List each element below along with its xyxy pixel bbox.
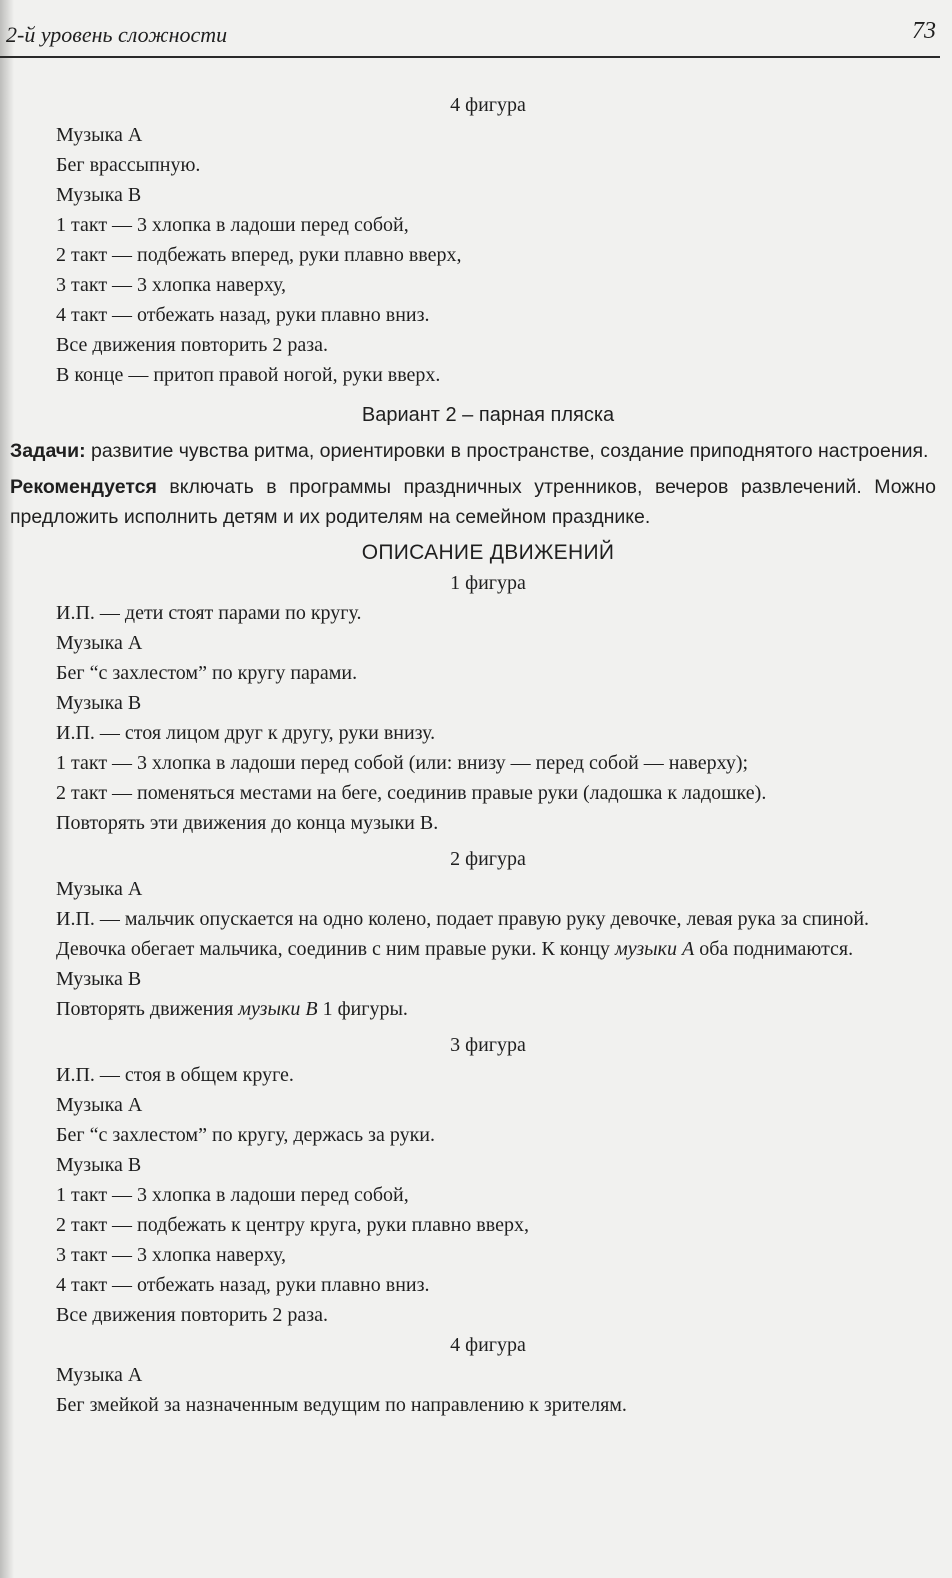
text-line: 4 такт — отбежать назад, руки плавно вниз. [56, 304, 430, 326]
text-line: Все движения повторить 2 раза. [56, 1304, 329, 1326]
description-heading: ОПИСАНИЕ ДВИЖЕНИЙ [361, 541, 615, 564]
text-line: 3 такт — 3 хлопка наверху, [56, 274, 287, 296]
recommend-text: включать в программы праздничных утренников, вечеров развлечений. Можно предложить исполнить детям и их родителям на семейном празднике. [10, 476, 936, 528]
variant-title: Вариант 2 – парная пляска [361, 404, 615, 426]
figure-4-heading: 4 фигура [450, 1334, 526, 1356]
text-line: И.П. — дети стоят парами по кругу. [56, 602, 362, 624]
figure-3-heading: 3 фигура [450, 1034, 526, 1056]
text-line: Бег “с захлестом” по кругу, держась за руки. [56, 1124, 435, 1146]
text-line: 1 такт — 3 хлопка в ладоши перед собой, [56, 1184, 409, 1206]
figure-1-heading: 1 фигура [450, 572, 526, 594]
text-run: оба поднимаются. [694, 938, 854, 960]
page-number: 73 [912, 18, 936, 44]
text-paragraph [0, 934, 936, 964]
text-line: Музыка В [56, 692, 142, 714]
text-line: 4 такт — отбежать назад, руки плавно вниз. [56, 1274, 430, 1296]
text-line: 1 такт — 3 хлопка в ладоши перед собой, [56, 214, 409, 236]
emphasis: музыки А [614, 938, 695, 960]
text-run: Девочка обегает мальчика, соединив с ним правые руки. К концу [56, 938, 615, 960]
text-run: 1 фигуры. [317, 998, 408, 1020]
text-line: Музыка А [56, 124, 143, 146]
text-line: И.П. — стоя в общем круге. [56, 1064, 294, 1086]
figure-4-heading: 4 фигура [450, 94, 526, 116]
running-title: 2-й уровень сложности [6, 22, 228, 47]
figure-2-heading: 2 фигура [450, 848, 526, 870]
text-line: Музыка В [56, 1154, 142, 1176]
text-line: Музыка А [56, 632, 143, 654]
tasks-paragraph [0, 436, 936, 466]
emphasis: музыки В [238, 998, 318, 1020]
text-line: И.П. — стоя лицом друг к другу, руки внизу. [56, 722, 436, 744]
text-line: 2 такт — подбежать к центру круга, руки плавно вверх, [56, 1214, 529, 1236]
text-line: Музыка А [56, 878, 143, 900]
text-line: Бег врассыпную. [56, 154, 201, 176]
text-line: 2 такт — подбежать вперед, руки плавно вверх, [56, 244, 462, 266]
text-line: Музыка В [56, 184, 142, 206]
text-paragraph: И.П. — мальчик опускается на одно колено, подает правую руку девочке, левая рука за спиной. [56, 908, 870, 930]
text-line: Повторять эти движения до конца музыки В. [56, 812, 439, 834]
text-line: Музыка В [56, 968, 142, 990]
text-line: Музыка А [56, 1094, 143, 1116]
recommend-paragraph [0, 472, 936, 532]
text-line: Бег змейкой за назначенным ведущим по направлению к зрителям. [56, 1394, 627, 1416]
running-header [0, 16, 940, 58]
page-body [0, 90, 936, 1420]
text-line: Музыка А [56, 1364, 143, 1386]
tasks-label: Задачи: [10, 440, 86, 462]
text-line: 2 такт — поменяться местами на беге, соединив правые руки (ладошка к ладошке). [56, 782, 767, 804]
recommend-label: Рекомендуется [10, 476, 157, 498]
text-line: Все движения повторить 2 раза. [56, 334, 329, 356]
text-line: Бег “с захлестом” по кругу парами. [56, 662, 358, 684]
text-line [0, 994, 936, 1024]
text-line: В конце — притоп правой ногой, руки вверх. [56, 364, 441, 386]
tasks-text: развитие чувства ритма, ориентировки в пространстве, создание приподнятого настроения. [85, 440, 929, 462]
text-line: 1 такт — 3 хлопка в ладоши перед собой (или: внизу — перед собой — наверху); [56, 752, 749, 774]
text-run: Повторять движения [56, 998, 239, 1020]
text-line: 3 такт — 3 хлопка наверху, [56, 1244, 287, 1266]
